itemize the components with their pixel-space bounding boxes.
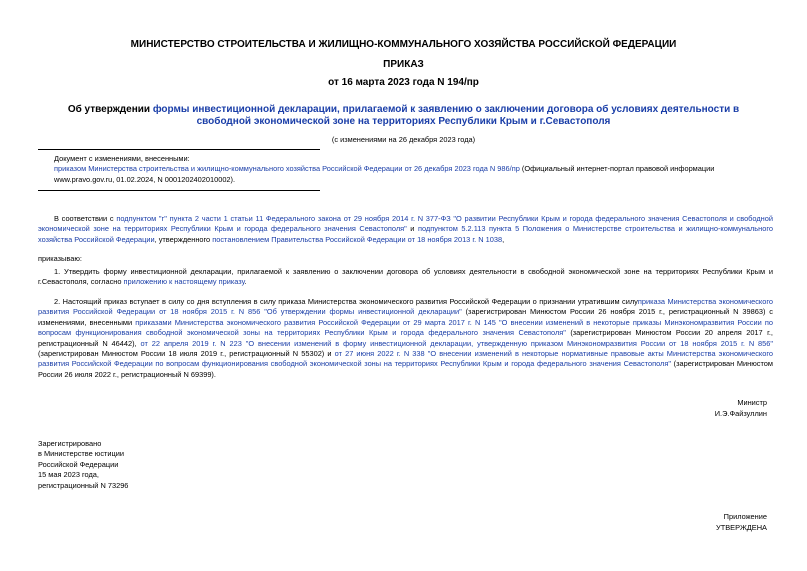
appendix-label: Приложение xyxy=(723,512,767,521)
item-2-link-4[interactable]: от 27 июня 2022 г. N 338 "О внесении изменений в некоторые нормативные правовые акты Министерства экономического развития Российской Федерации по вопросам функционирования свободной экономической зоны на территориях Республики Крым и города федерального значения Севастополя" xyxy=(38,349,773,369)
item-2-paragraph xyxy=(38,297,773,380)
preamble-link-resolution[interactable]: постановлением Правительства Российской Федерации от 18 ноября 2013 г. N 1038 xyxy=(212,234,503,244)
changes-link[interactable]: приказом Министерства строительства и жилищно-коммунального хозяйства Российской Федерации от 26 декабря 2023 года N 986/пр xyxy=(54,164,520,174)
changes-tail: (Официальный интернет-портал правовой информации www.pravo.gov.ru, 01.02.2024, N 0001202402010002). xyxy=(54,164,715,184)
item-2-link-1[interactable]: приказа Министерства экономического развития Российской Федерации от 18 ноября 2015 г. N 856 "Об утверждении формы инвестиционной декларации" xyxy=(38,297,774,317)
registration-line-3: Российской Федерации xyxy=(38,459,119,469)
item-1-paragraph xyxy=(38,267,773,288)
registration-block xyxy=(38,439,238,491)
registration-line-2: в Министерстве юстиции xyxy=(38,449,125,459)
title-prefix: Об утверждении xyxy=(67,104,153,115)
signature-position: Министр xyxy=(737,398,767,407)
item-2-text-5: (зарегистрирован Минюстом России 26 июля 2022 г., регистрационный N 69399). xyxy=(38,359,773,379)
registration-line-4: 15 мая 2023 года, xyxy=(38,470,99,480)
item-1-text: 1. Утвердить форму инвестиционной декларации, прилагаемой к заявлению о заключении договора об условиях деятельности в свободной экономической зоне на территориях Республики Крым и г.Севастополя, согласно xyxy=(38,267,773,287)
item-1-end: . xyxy=(244,277,247,287)
preamble-text-4: , xyxy=(502,234,505,244)
preamble-link-law[interactable]: подпунктом "г" пункта 2 части 1 статьи 11 Федерального закона от 29 ноября 2014 г. N 377-ФЗ "О развитии Республики Крым и города федерального значения Севастополя и свободной экономической зоне на территориях Республики Крым и города федерального значения Севастополя" xyxy=(38,214,773,234)
changes-block xyxy=(38,154,773,185)
changes-intro: Документ с изменениями, внесенными: xyxy=(54,154,190,163)
registration-line-5: регистрационный N 73296 xyxy=(38,480,129,490)
changes-body xyxy=(38,164,773,185)
divider-bottom xyxy=(38,190,320,191)
item-2-link-3[interactable]: от 22 апреля 2019 г. N 223 "О внесении изменений в форму инвестиционной декларации, утвержденную приказом Минэкономразвития России от 18 ноября 2015 г. N 856" xyxy=(140,338,774,348)
divider-top xyxy=(38,149,320,150)
preamble-text-3: , утвержденного xyxy=(154,234,213,244)
order-word: приказываю: xyxy=(38,254,82,263)
doc-date-heading: от 16 марта 2023 года N 194/пр xyxy=(328,77,479,88)
preamble-paragraph xyxy=(38,214,773,245)
revision-note: (с изменениями на 26 декабря 2023 года) xyxy=(331,135,476,144)
item-2-text-4: (зарегистрирован Минюстом России 18 июля 2019 г., регистрационный N 55302) и xyxy=(38,349,335,359)
document-title xyxy=(40,104,767,128)
appendix-approved: УТВЕРЖДЕНА xyxy=(716,523,767,532)
preamble-text-1: В соответствии с xyxy=(54,214,117,223)
signature-name: И.Э.Файзуллин xyxy=(714,409,767,418)
registration-line-1: Зарегистрировано xyxy=(38,439,102,448)
preamble-text-2: и xyxy=(406,224,418,234)
item-2-text-3: (зарегистрирован Минюстом России 20 апреля 2017 г., регистрационный N 46442), xyxy=(38,328,773,348)
ministry-heading: МИНИСТЕРСТВО СТРОИТЕЛЬСТВА И ЖИЛИЩНО-КОММУНАЛЬНОГО ХОЗЯЙСТВА РОССИЙСКОЙ ФЕДЕРАЦИИ xyxy=(130,39,677,50)
item-2-link-2[interactable]: приказами Министерства экономического развития Российской Федерации от 29 марта 2017 г. N 145 "О внесении изменений в некоторые приказы Минэкономразвития России по вопросам функционирования свободной экономической зоны на территориях Республики Крым и города федерального значения Севастополя" xyxy=(38,317,773,338)
doc-type-heading: ПРИКАЗ xyxy=(383,59,424,70)
item-1-link[interactable]: приложению к настоящему приказу xyxy=(123,277,245,287)
item-2-text-1: 2. Настоящий приказ вступает в силу со дня вступления в силу приказа Министерства экономического развития Российской Федерации о признании утратившим силу xyxy=(54,297,638,306)
title-link[interactable]: формы инвестиционной декларации, прилагаемой к заявлению о заключении договора об условиях деятельности в свободной экономической зоне на территориях Республики Крым и г.Севастополя xyxy=(152,104,740,127)
item-2-text-2: (зарегистрирован Минюстом России 26 ноября 2015 г., регистрационный N 39863) с изменениями, внесенными xyxy=(38,307,773,327)
preamble-link-regulation[interactable]: подпунктом 5.2.113 пункта 5 Положения о Министерстве строительства и жилищно-коммунального хозяйства Российской Федерации xyxy=(38,224,773,244)
